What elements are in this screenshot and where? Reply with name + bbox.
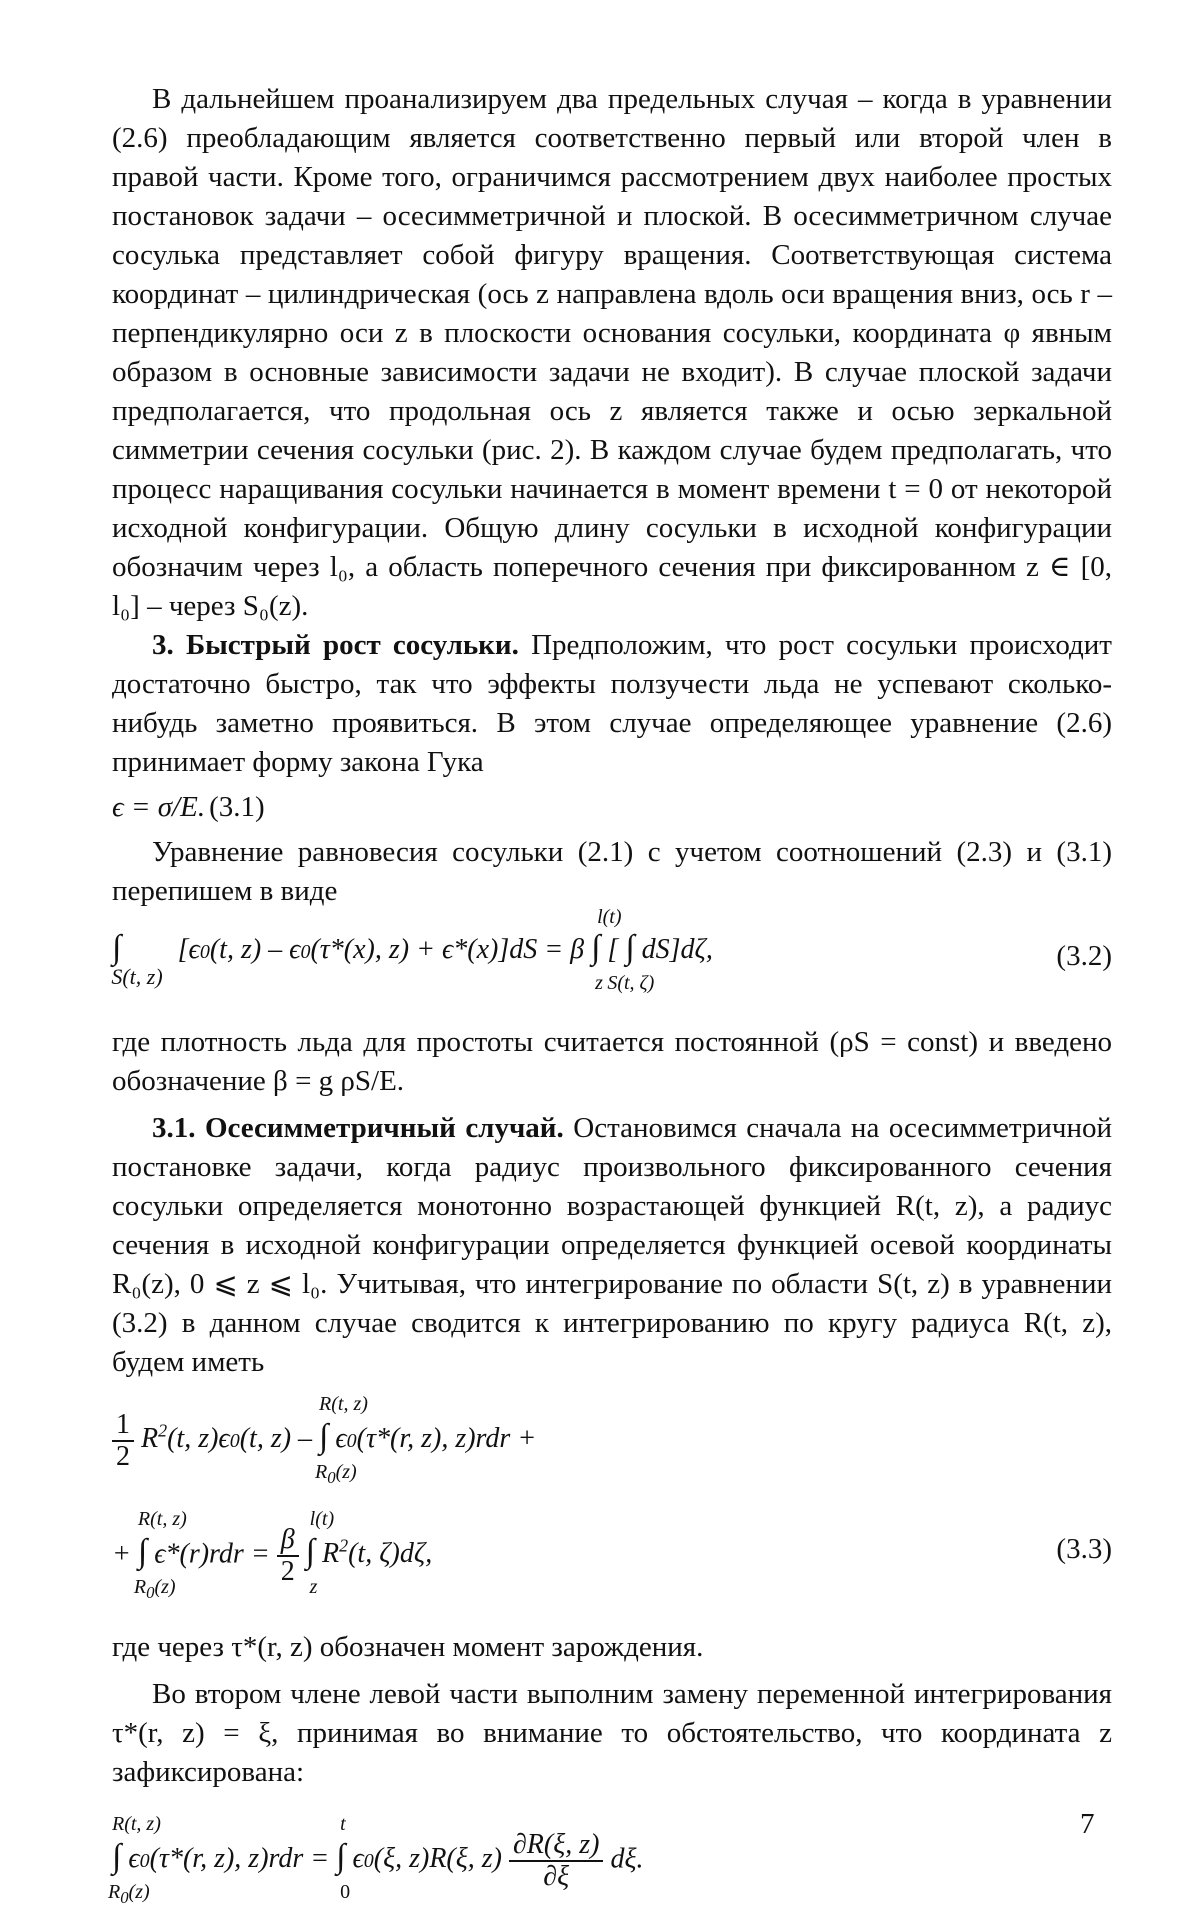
equation-substitution-body: R(t, z) ∫ $R_0(z)$ ϵ0(τ*(r, z), z)rdr = t ∫ 0 ϵ0(ξ, z)R(ξ, z) $\frac{\partial R(\xi, z)}{\partial\xi}$ dξ. — [108, 1813, 644, 1908]
equation-3-1-number: (3.1) — [209, 791, 265, 823]
equation-3-1 — [112, 788, 1112, 827]
equation-3-2-number: (3.2) — [1056, 940, 1112, 972]
equation-3-3-line-2: + R(t, z) ∫ $R_0(z)$ ϵ*(r)rdr = $\frac{\beta}{2}$ l(t) ∫ z $R^2(t$, ζ)dζ, — [112, 1508, 433, 1603]
equation-3-3-number: (3.3) — [1056, 1533, 1112, 1565]
equation-substitution — [108, 1800, 1112, 1910]
equation-3-3 — [112, 1390, 1112, 1620]
paragraph-section-3 — [112, 626, 1112, 782]
section-3-1-text: Остановимся сначала на осесимметричной постановке задачи, когда радиус произвольного фиксированного сечения сосульки определяется монотонно возрастающей функцией R(t, z), а радиус сечения в исходной конфигурации определяется функцией осевой координаты R₀(z), 0 ⩽ z ⩽ l₀. Учитывая, что интегрирование по области S(t, z) в уравнении (3.2) в данном случае сводится к интегрированию по кругу радиуса R(t, z), будем иметь — [112, 1112, 1113, 1378]
paragraph-density: где плотность льда для простоты считается постоянной (ρS = const) и введено обозначение β = g ρS/E. — [112, 1026, 1112, 1097]
equation-3-2 — [111, 906, 1112, 1015]
paragraph-intro: В дальнейшем проанализируем два предельных случая – когда в уравнении (2.6) преобладающим является соответственно первый или второй член в правой части. Кроме того, ограничимся рассмотрением двух наиболее простых постановок задачи – осесимметричной и плоской. В осесимметричном случае сосулька представляет собой фигуру вращения. Соответствующая система координат – цилиндрическая (ось z направлена вдоль оси вращения вниз, ось r – перпендикулярно оси z в плоскости основания сосульки, координата φ явным образом в основные зависимости задачи не входит). В случае плоской задачи предполагается, что продольная ось z является также и осью зеркальной симметрии сечения сосульки (рис. 2). В каждом случае будем предполагать, что процесс наращивания сосульки начинается в момент времени t = 0 от некоторой исходной конфигурации. Общую длину сосульки в исходной конфигурации обозначим через l₀, а область поперечного сечения при фиксированном z ∈ [0, l₀] – через S₀(z). — [112, 83, 1112, 622]
paragraph-equilibrium: Уравнение равновесия сосульки (2.1) с учетом соотношений (2.3) и (3.1) перепишем в виде — [112, 836, 1112, 907]
equation-3-1-body: ϵ = σ/E. — [112, 791, 206, 823]
paragraph-nucleation: где через τ*(r, z) обозначен момент зарождения. — [112, 1631, 704, 1663]
paragraph-section-3-1 — [112, 1109, 1112, 1382]
equation-3-3-line-1: $\frac{1}{2}$ $R^2(t$, z)ϵ0(t, z) – R(t, z) ∫ $R_0(z)$ ϵ0(τ*(r, z), z)rdr + — [112, 1410, 536, 1472]
section-3-heading: 3. Быстрый рост сосульки. — [152, 629, 519, 661]
text-column — [108, 80, 1113, 1918]
section-3-text: Предположим, что рост сосульки происходит достаточно быстро, так что эффекты ползучести льда не успевают сколько-нибудь заметно проявиться. В этом случае определяющее уравнение (2.6) принимает форму закона Гука — [112, 629, 1112, 778]
equation-3-2-body: $\int_{S(t, z)}$ [ϵ0(t, z) – ϵ0(τ*(x), z) + ϵ*(x)]dS = β l(t) ∫ z [ ∫ S(t, ζ) dS]dζ, — [111, 906, 713, 994]
section-3-1-heading: 3.1. Осесимметричный случай. — [152, 1112, 564, 1144]
paragraph-substitution: Во втором члене левой части выполним замену переменной интегрирования τ*(r, z) = ξ, принимая во внимание то обстоятельство, что координата z зафиксирована: — [112, 1678, 1112, 1788]
page-number: 7 — [1080, 1808, 1095, 1840]
